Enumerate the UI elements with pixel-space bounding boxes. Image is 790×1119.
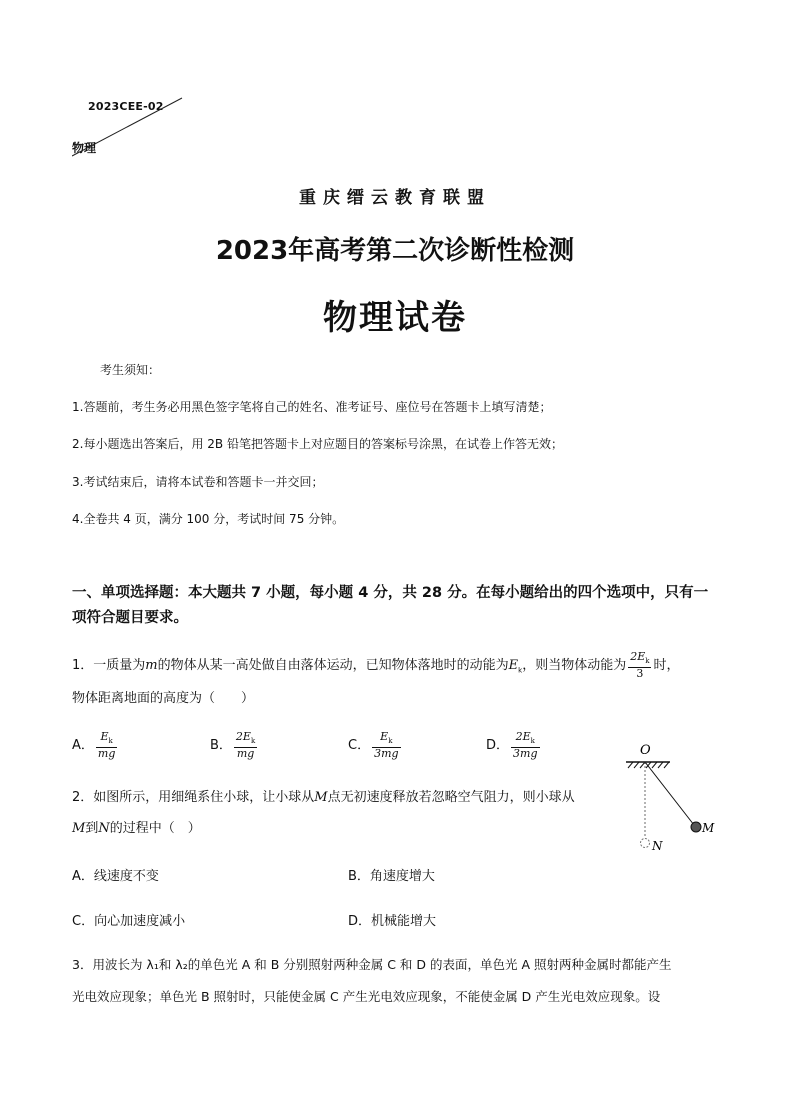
- subject-label: 物理: [72, 141, 97, 155]
- question-3-line1: 3．用波长为 λ₁和 λ₂的单色光 A 和 B 分别照射两种金属 C 和 D 的表面，单色光 A 照射两种金属时都能产生: [72, 957, 672, 972]
- label-m: M: [702, 821, 715, 835]
- paper-title: 物理试卷: [323, 298, 467, 338]
- exam-title: 2023年高考第二次诊断性检测: [215, 236, 575, 266]
- fraction: $\frac{2E_k}{3}$: [630, 650, 650, 681]
- notice-item: 4.全卷共 4 页，满分 100 分，考试时间 75 分钟。: [72, 512, 345, 526]
- q1-option-a[interactable]: A． $\frac{E_k}{mg}$: [72, 730, 116, 761]
- notice-item: 2.每小题选出答案后，用 2B 铅笔把答题卡上对应题目的答案标号涂黑，在试卷上作答无效；: [72, 437, 563, 451]
- q2-option-a[interactable]: A．线速度不变: [72, 869, 159, 884]
- notice-item: 3.考试结束后，请将本试卷和答题卡一并交回；: [72, 475, 324, 489]
- slash-line: [72, 96, 184, 158]
- pendulum-figure: [620, 740, 730, 858]
- question-2-line2: M到N的过程中（ ）: [72, 821, 201, 836]
- paper-code: 2023CEE-02: [88, 100, 164, 113]
- notice-item: 1.答题前，考生务必用黑色签字笔将自己的姓名、准考证号、座位号在答题卡上填写清楚；: [72, 400, 552, 414]
- q2-option-c[interactable]: C．向心加速度减小: [72, 914, 186, 929]
- q1-option-c[interactable]: C． $\frac{E_k}{3mg}$: [348, 730, 399, 761]
- q1-option-b[interactable]: B． $\frac{2E_k}{mg}$: [210, 730, 256, 761]
- label-n: N: [652, 839, 663, 853]
- notice-title: 考生须知：: [100, 363, 161, 377]
- string: [645, 762, 694, 825]
- organization-title: 重庆缙云教育联盟: [299, 188, 491, 208]
- q2-option-b[interactable]: B．角速度增大: [348, 869, 435, 884]
- question-1-line2: 物体距离地面的高度为（ ）: [72, 691, 255, 706]
- question-2: 2．如图所示，用细绳系住小球，让小球从M点无初速度释放若忽略空气阻力，则小球从: [72, 790, 575, 805]
- ball-m: [691, 822, 701, 832]
- section-heading: 一、单项选择题：本大题共 7 小题，每小题 4 分，共 28 分。在每小题给出的四个选项中，只有一项符合题目要求。: [72, 585, 709, 626]
- q2-option-d[interactable]: D．机械能增大: [348, 914, 437, 929]
- question-3-line2: 光电效应现象；单色光 B 照射时，只能使金属 C 产生光电效应现象，不能使金属 D 产生光电效应现象。设: [72, 989, 661, 1004]
- label-o: O: [640, 743, 651, 758]
- question-1: 1．一质量为m的物体从某一高处做自由落体运动，已知物体落地时的动能为$E_k$，则当物体动能为 $\frac{2E_k}{3}$ 时，: [72, 650, 680, 681]
- ball-n: [641, 839, 650, 848]
- q1-option-d[interactable]: D． $\frac{2E_k}{3mg}$: [486, 730, 538, 761]
